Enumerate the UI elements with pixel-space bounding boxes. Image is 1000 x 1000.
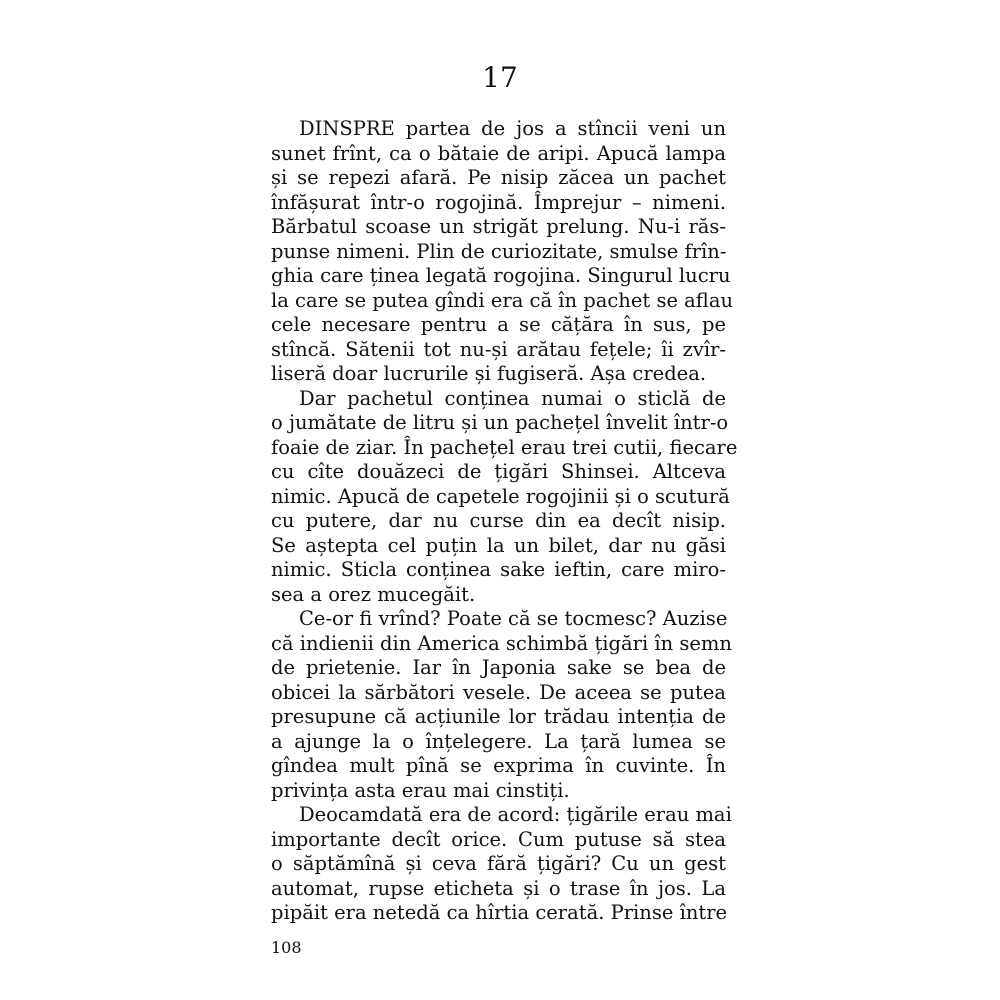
text-line: punse nimeni. Plin de curiozitate, smulse frîn-	[271, 239, 727, 263]
text-line: nimic. Sticla conținea sake ieftin, care miro-	[271, 558, 726, 581]
text-line: Se aștepta cel puțin la un bilet, dar nu găsi	[271, 533, 726, 557]
text-line: importante decît orice. Cum putuse să stea	[271, 827, 726, 851]
text-line: cu cîte douăzeci de țigări Shinsei. Altceva	[271, 460, 726, 483]
text-line: și se repezi afară. Pe nisip zăcea un pachet	[271, 166, 726, 189]
text-line: la care se putea gîndi era că în pachet se aflau	[271, 288, 734, 312]
page-number: 108	[271, 938, 302, 957]
text-line: ghia care ținea legată rogojina. Singurul lucru	[271, 264, 731, 287]
text-line: cu putere, dar nu curse din ea decît nisip.	[271, 509, 726, 532]
text-line: sea a orez mucegăit.	[271, 582, 476, 606]
text-line: de prietenie. Iar în Japonia sake se bea de	[271, 656, 726, 679]
text-line: că indienii din America schimbă țigări în semn	[271, 631, 732, 655]
text-line: stîncă. Sătenii tot nu-și arătau fețele; îi zvîr-	[271, 337, 726, 361]
text-line: pipăit era netedă ca hîrtia cerată. Prinse între	[271, 901, 728, 924]
text-line: foaie de ziar. În pachețel erau trei cutii, fiecare	[271, 435, 738, 459]
text-line: liseră doar lucrurile și fugiseră. Așa credea.	[271, 362, 707, 385]
text-line: o jumătate de litru și un pachețel învelit într-o	[271, 411, 729, 434]
text-line: privința asta erau mai cinstiți.	[271, 778, 570, 802]
text-line: o săptămînă și ceva fără țigări? Cu un gest	[271, 852, 726, 875]
text-line: sunet frînt, ca o bătaie de aripi. Apucă lampa	[271, 141, 726, 165]
text-line: presupune că acțiunile lor trădau intenția de	[271, 705, 726, 728]
text-line: înfășurat într-o rogojină. Împrejur – nimeni.	[271, 190, 726, 214]
text-line: Dar pachetul conținea numai o sticlă de	[299, 386, 726, 410]
text-line: gîndea mult pînă se exprima în cuvinte. În	[271, 754, 726, 777]
text-line: cele necesare pentru a se cățăra în sus, pe	[271, 313, 726, 336]
text-line: Bărbatul scoase un strigăt prelung. Nu-i răs-	[271, 215, 726, 238]
text-line: Ce-or fi vrînd? Poate că se tocmesc? Auzise	[299, 607, 728, 630]
text-line: a ajunge la o înțelegere. La țară lumea se	[271, 729, 726, 753]
text-line: obicei la sărbători vesele. De aceea se putea	[271, 680, 726, 704]
text-line: automat, rupse eticheta și o trase în jos. La	[271, 876, 726, 900]
text-line: Deocamdată era de acord: țigările erau mai	[299, 803, 732, 826]
text-line: nimic. Apucă de capetele rogojinii și o scutură	[271, 484, 730, 508]
body-text	[271, 117, 738, 926]
chapter-number: 17	[482, 61, 518, 94]
text-line: DINSPRE partea de jos a stîncii veni un	[299, 117, 726, 140]
